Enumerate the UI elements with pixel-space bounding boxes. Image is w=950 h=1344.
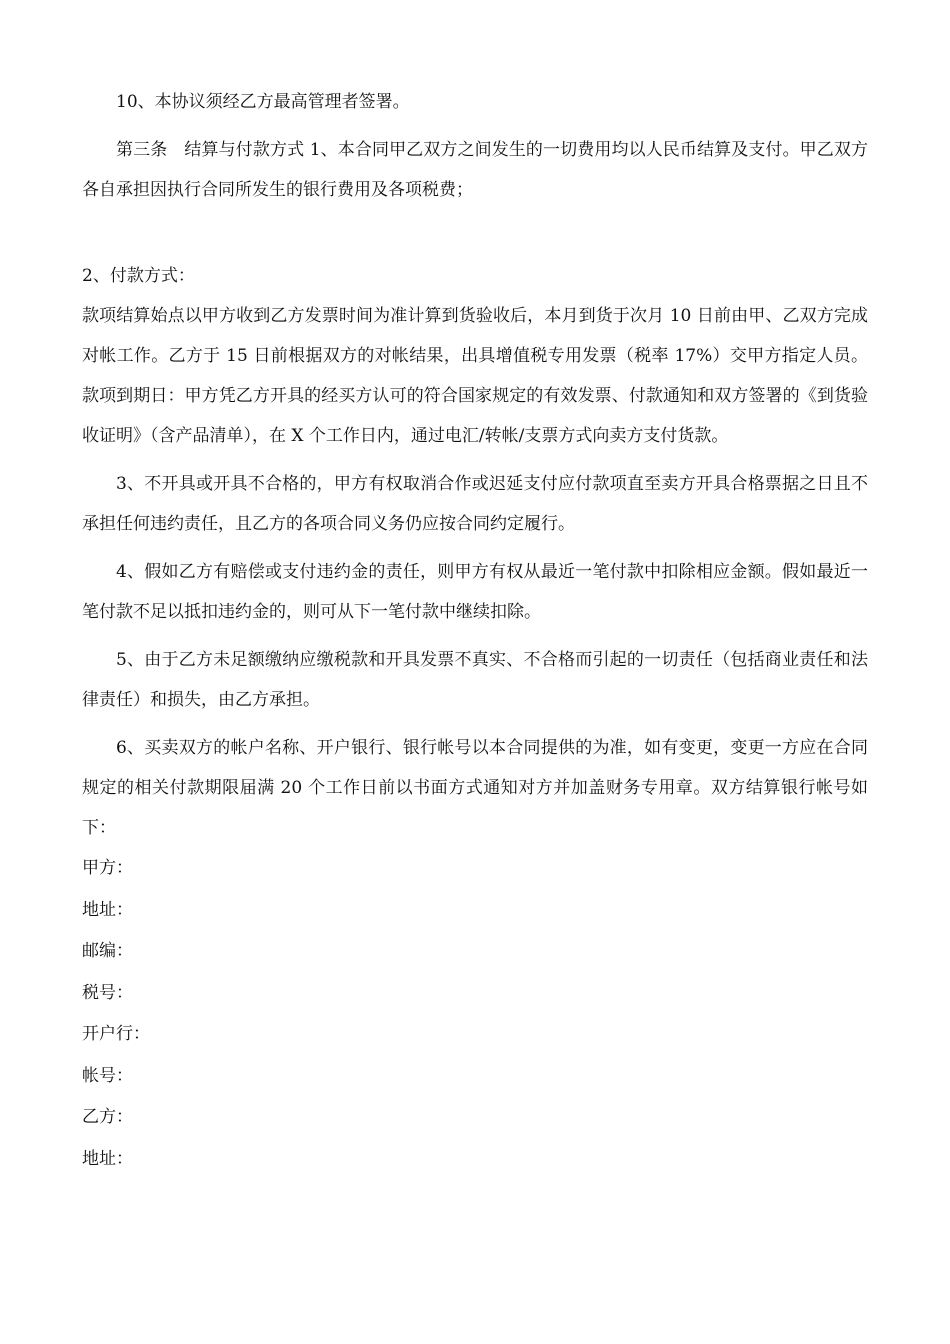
- clause-5-tax-liability: 5、由于乙方未足额缴纳应缴税款和开具发票不真实、不合格而引起的一切责任（包括商业责任和法律责任）和损失，由乙方承担。: [82, 650, 868, 710]
- clause-10-signature: 10、本协议须经乙方最高管理者签署。: [116, 92, 410, 112]
- clause-6-bank-accounts: 6、买卖双方的帐户名称、开户银行、银行帐号以本合同提供的为准，如有变更，变更一方应在合同规定的相关付款期限届满 20 个工作日前以书面方式通知对方并加盖财务专用章。双方结算银行帐号如下：: [82, 738, 868, 838]
- party-b-address-field: 地址：: [82, 1148, 133, 1169]
- party-a-name-field: 甲方：: [82, 858, 133, 878]
- article-3-settlement-payment: 第三条 结算与付款方式 1、本合同甲乙双方之间发生的一切费用均以人民币结算及支付。甲乙双方各自承担因执行合同所发生的银行费用及各项税费；: [82, 140, 868, 200]
- clause-4-deduction: 4、假如乙方有赔偿或支付违约金的责任，则甲方有权从最近一笔付款中扣除相应金额。假如最近一笔付款不足以抵扣违约金的，则可从下一笔付款中继续扣除。: [82, 562, 868, 622]
- party-a-address-field: 地址：: [82, 899, 133, 920]
- party-a-postcode-field: 邮编：: [82, 941, 133, 961]
- party-b-name-field: 乙方：: [82, 1107, 133, 1127]
- party-a-account-field: 帐号：: [82, 1065, 133, 1086]
- party-a-bank-field: 开户行：: [82, 1024, 150, 1044]
- payment-method-details: 款项结算始点以甲方收到乙方发票时间为准计算到货验收后，本月到货于次月 10 日前由甲、乙双方完成对帐工作。乙方于 15 日前根据双方的对帐结果，出具增值税专用发票（税率 17%）交甲方指定人员。款项到期日：甲方凭乙方开具的经买方认可的符合国家规定的有效发票、付款通知和双方签署的《到货验收证明》（含产品清单），在 X 个工作日内，通过电汇/转帐/支票方式向卖方支付货款。: [82, 306, 868, 446]
- bank-account-fields: [82, 848, 868, 1180]
- clause-3-invoice-compliance: 3、不开具或开具不合格的，甲方有权取消合作或迟延支付应付款项直至卖方开具合格票据之日且不承担任何违约责任，且乙方的各项合同义务仍应按合同约定履行。: [82, 474, 868, 534]
- party-a-tax-id-field: 税号：: [82, 982, 133, 1003]
- document-page: [82, 82, 868, 1180]
- payment-method-heading: 2、付款方式：: [82, 266, 195, 286]
